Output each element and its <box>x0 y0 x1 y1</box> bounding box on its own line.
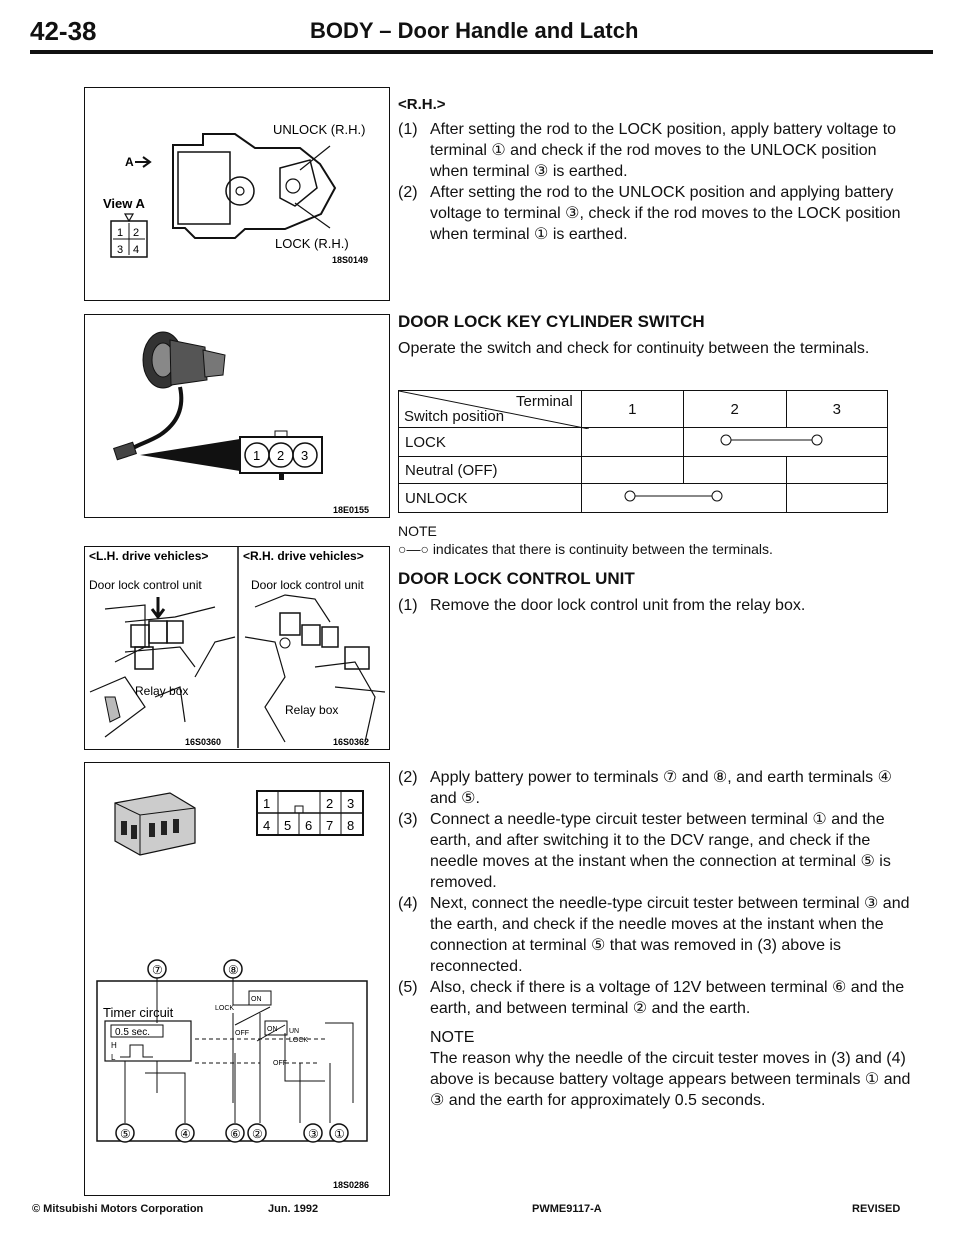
table-row: LOCK <box>399 428 888 457</box>
rh-section-title: <R.H.> <box>398 96 446 113</box>
svg-text:3: 3 <box>347 796 355 811</box>
control-unit-drawing <box>85 763 388 1194</box>
svg-text:8: 8 <box>347 818 355 833</box>
svg-text:④: ④ <box>180 1127 191 1141</box>
pin-3: 3 <box>117 244 124 256</box>
view-a-label: View A <box>103 196 145 211</box>
pin-2: 2 <box>133 227 140 239</box>
footer-code: PWME9117-A <box>532 1203 602 1215</box>
unlock-label: UNLOCK (R.H.) <box>273 122 366 137</box>
terminal-2: 2 <box>277 448 285 463</box>
pin-1: 1 <box>117 227 124 239</box>
col-header: 2 <box>683 391 786 428</box>
bottom-terminals <box>116 1124 348 1142</box>
svg-text:ON: ON <box>267 1026 278 1033</box>
svg-text:OFF: OFF <box>235 1030 249 1037</box>
key-cylinder-figure <box>84 314 390 518</box>
lh-relay-label: Relay box <box>135 684 189 698</box>
control-unit-section <box>398 569 912 616</box>
header-rule <box>30 50 933 54</box>
lh-title: <L.H. drive vehicles> <box>89 549 209 563</box>
svg-text:L: L <box>111 1053 116 1062</box>
arrow-a-label: A <box>125 155 134 169</box>
svg-text:③: ③ <box>308 1127 319 1141</box>
figure-code: 18S0286 <box>333 1180 370 1190</box>
terminal-1: 1 <box>253 448 261 463</box>
control-unit-item-1: (1) Remove the door lock control unit from the relay box. <box>398 597 806 614</box>
svg-text:②: ② <box>252 1127 263 1141</box>
svg-text:LOCK: LOCK <box>215 1005 235 1012</box>
control-unit-note: NOTE The reason why the needle of the circuit tester moves in (3) and (4) above is because battery voltage appears between terminals ① and ③ and the earth for approximately 0.5 seconds. <box>430 1029 911 1109</box>
table-corner-cell: Terminal Switch position <box>399 391 582 428</box>
continuity-table <box>398 390 888 513</box>
footer-copyright: © Mitsubishi Motors Corporation <box>32 1203 204 1215</box>
svg-text:2: 2 <box>326 796 334 811</box>
rh-unit-label: Door lock control unit <box>251 578 364 592</box>
figure-code: 18S0149 <box>332 255 369 265</box>
rh-title: <R.H. drive vehicles> <box>243 549 364 563</box>
actuator-drawing <box>85 88 388 299</box>
svg-text:UN: UN <box>289 1028 300 1035</box>
terminal-3: 3 <box>301 448 309 463</box>
svg-text:6: 6 <box>305 818 313 833</box>
control-unit-item-2: (2) Apply battery power to terminals ⑦ and ⑧, and earth terminals ④ and ⑤. <box>398 769 892 807</box>
svg-text:OFF: OFF <box>273 1060 287 1067</box>
control-unit-connector <box>257 791 363 835</box>
control-unit-item-4: (4) Next, connect the needle-type circuit tester between terminal ③ and the earth, and check if the needle moves at the instant when the connection at terminal ⑤ that was removed in (3) above is reconnected. <box>398 895 910 975</box>
view-arrow-icon <box>135 157 150 167</box>
table-row: UNLOCK <box>399 484 888 513</box>
svg-text:5: 5 <box>284 818 292 833</box>
continuity-symbol: ○—○ <box>398 541 429 557</box>
control-unit-figure <box>84 762 390 1196</box>
svg-text:①: ① <box>334 1127 345 1141</box>
svg-text:1: 1 <box>263 796 271 811</box>
control-unit-title: DOOR LOCK CONTROL UNIT <box>398 569 635 588</box>
actuator-figure <box>84 87 390 301</box>
lh-code: 16S0360 <box>185 737 222 747</box>
page-title: BODY – Door Handle and Latch <box>310 18 639 43</box>
terminal-7: ⑦ <box>152 963 163 977</box>
rh-item-2: (2) After setting the rod to the UNLOCK position and applying battery voltage to terminal ③, check if the rod moves to the LOCK position when terminal ① is earthed. <box>398 184 901 243</box>
key-cylinder-note: NOTE ○—○ indicates that there is continuity between the terminals. <box>398 523 773 557</box>
col-header: 3 <box>786 391 887 428</box>
location-drawing <box>85 547 388 748</box>
table-row: Neutral (OFF) <box>399 457 888 484</box>
svg-text:4: 4 <box>263 818 271 833</box>
unlock-continuity <box>581 484 786 513</box>
key-cylinder-section <box>398 312 912 359</box>
col-header: 1 <box>581 391 683 428</box>
rh-section <box>398 94 912 245</box>
footer-date: Jun. 1992 <box>268 1203 319 1215</box>
terminal-8: ⑧ <box>228 963 239 977</box>
rh-item-1: (1) After setting the rod to the LOCK position, apply battery voltage to terminal ① and check if the rod moves to the UNLOCK position when terminal ③ is earthed. <box>398 121 897 180</box>
footer-status: REVISED <box>852 1203 901 1215</box>
lh-unit-label: Door lock control unit <box>89 578 202 592</box>
rh-code: 16S0362 <box>333 737 370 747</box>
svg-text:7: 7 <box>326 818 334 833</box>
svg-text:H: H <box>111 1041 117 1050</box>
control-unit-item-5: (5) Also, check if there is a voltage of 12V between terminal ⑥ and the earth, and between terminal ② and the earth. <box>398 979 905 1017</box>
lock-label: LOCK (R.H.) <box>275 236 349 251</box>
timer-label: Timer circuit <box>103 1005 174 1020</box>
location-figure <box>84 546 390 750</box>
key-cylinder-drawing <box>85 315 388 516</box>
svg-text:⑥: ⑥ <box>230 1127 241 1141</box>
svg-text:⑤: ⑤ <box>120 1127 131 1141</box>
lock-continuity <box>683 428 887 457</box>
page-number: 42-38 <box>30 16 97 46</box>
key-cylinder-title: DOOR LOCK KEY CYLINDER SWITCH <box>398 312 705 331</box>
rh-relay-label: Relay box <box>285 703 339 717</box>
control-unit-item-3: (3) Connect a needle-type circuit tester between terminal ① and the earth, and after switching it to the DCV range, and check if the needle moves at the instant when the connection at terminal ⑤ is removed. <box>398 811 891 891</box>
svg-text:LOCK: LOCK <box>289 1037 309 1044</box>
control-unit-steps <box>398 767 912 1111</box>
figure-code: 18E0155 <box>333 505 370 515</box>
timer-sec: 0.5 sec. <box>115 1027 151 1038</box>
key-cylinder-intro: Operate the switch and check for continuity between the terminals. <box>398 340 870 357</box>
svg-text:ON: ON <box>251 996 262 1003</box>
pin-4: 4 <box>133 244 140 256</box>
